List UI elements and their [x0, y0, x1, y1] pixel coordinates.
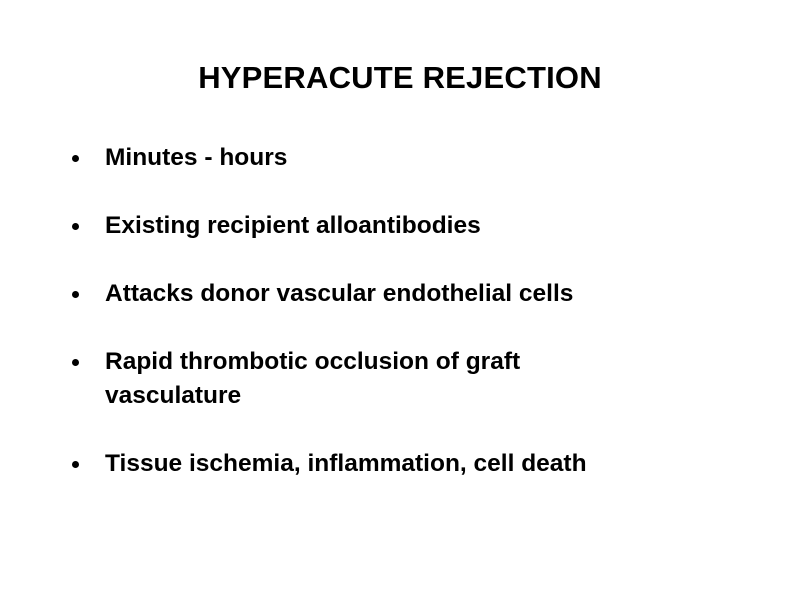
bullet-dot-icon: [72, 223, 79, 230]
bullet-item: [70, 209, 760, 243]
bullet-dot-icon: [72, 155, 79, 162]
bullet-item: [70, 277, 760, 311]
bullet-item: [70, 141, 760, 175]
bullet-dot-icon: [72, 359, 79, 366]
bullet-item: [70, 345, 645, 413]
bullet-text: Existing recipient alloantibodies: [105, 212, 481, 239]
bullet-text: Tissue ischemia, inflammation, cell death: [105, 450, 587, 477]
slide-title: HYPERACUTE REJECTION: [198, 60, 602, 95]
bullet-list: [70, 141, 760, 481]
bullet-text: Minutes - hours: [105, 144, 288, 171]
bullet-dot-icon: [72, 291, 79, 298]
bullet-text: Attacks donor vascular endothelial cells: [105, 280, 574, 307]
bullet-item: [70, 447, 760, 481]
bullet-text: Rapid thrombotic occlusion of graft vasculature: [105, 348, 521, 409]
bullet-dot-icon: [72, 461, 79, 468]
